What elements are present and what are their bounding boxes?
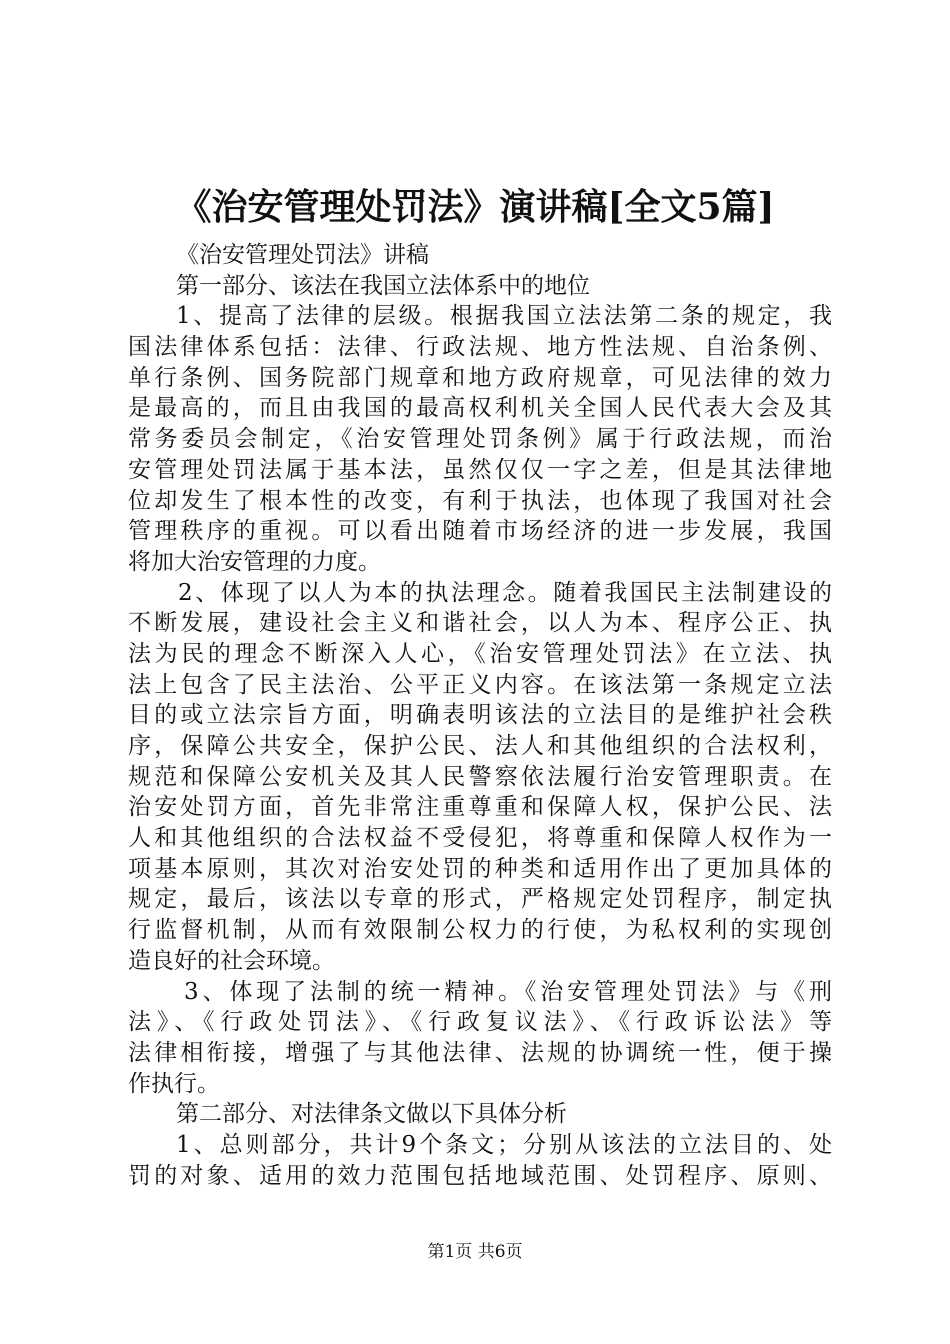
text-line: 治安处罚方面，首先非常注重尊重和保障人权，保护公民、法 bbox=[128, 794, 832, 821]
text-line: 第一部分、该法在我国立法体系中的地位 bbox=[176, 272, 590, 299]
text-line: 1、提高了法律的层级。根据我国立法法第二条的规定，我 bbox=[176, 303, 832, 330]
text-line: 法律相衔接，增强了与其他法律、法规的协调统一性，便于操 bbox=[128, 1039, 832, 1066]
text-line: 将加大治安管理的力度。 bbox=[128, 548, 381, 575]
text-line: 是最高的，而且由我国的最高权利机关全国人民代表大会及其 bbox=[128, 395, 832, 422]
text-line: 第二部分、对法律条文做以下具体分析 bbox=[176, 1101, 567, 1128]
text-line: 3、体现了法制的统一精神。《治安管理处罚法》与《刑 bbox=[184, 978, 832, 1005]
text-line: 国法律体系包括：法律、行政法规、地方性法规、自治条例、 bbox=[128, 334, 832, 361]
text-line: 规定，最后，该法以专章的形式，严格规定处罚程序，制定执 bbox=[128, 886, 832, 913]
text-line: 《治安管理处罚法》讲稿 bbox=[176, 242, 429, 268]
text-line: 1、总则部分，共计9个条文；分别从该法的立法目的、处 bbox=[176, 1131, 832, 1158]
document-title: 《治安管理处罚法》演讲稿[全文5篇] bbox=[175, 186, 775, 228]
page-footer: 第1页 共6页 bbox=[427, 1242, 523, 1262]
text-line: 作执行。 bbox=[128, 1070, 220, 1097]
text-line: 目的或立法宗旨方面，明确表明该法的立法目的是维护社会秩 bbox=[128, 702, 832, 729]
text-line: 单行条例、国务院部门规章和地方政府规章，可见法律的效力 bbox=[128, 364, 832, 391]
text-line: 常务委员会制定，《治安管理处罚条例》属于行政法规，而治 bbox=[128, 426, 832, 453]
text-line: 2、体现了以人为本的执法理念。随着我国民主法制建设的 bbox=[178, 579, 832, 606]
text-line: 法上包含了民主法治、公平正义内容。在该法第一条规定立法 bbox=[128, 671, 832, 698]
text-line: 项基本原则，其次对治安处罚的种类和适用作出了更加具体的 bbox=[128, 855, 832, 882]
text-line: 行监督机制，从而有效限制公权力的行使，为私权利的实现创 bbox=[128, 917, 832, 944]
text-line: 人和其他组织的合法权益不受侵犯，将尊重和保障人权作为一 bbox=[128, 825, 832, 852]
document-body bbox=[128, 240, 832, 1191]
text-line: 位却发生了根本性的改变，有利于执法，也体现了我国对社会 bbox=[128, 487, 832, 514]
text-line: 法》、《行政处罚法》、《行政复议法》、《行政诉讼法》等 bbox=[128, 1009, 832, 1036]
text-line: 不断发展，建设社会主义和谐社会，以人为本、程序公正、执 bbox=[128, 610, 832, 637]
text-line: 规范和保障公安机关及其人民警察依法履行治安管理职责。在 bbox=[128, 763, 832, 790]
text-line: 安管理处罚法属于基本法，虽然仅仅一字之差，但是其法律地 bbox=[128, 456, 832, 483]
text-line: 管理秩序的重视。可以看出随着市场经济的进一步发展，我国 bbox=[128, 518, 832, 545]
text-line: 法为民的理念不断深入人心，《治安管理处罚法》在立法、执 bbox=[128, 640, 832, 667]
text-line: 造良好的社会环境。 bbox=[128, 947, 335, 974]
text-line: 序，保障公共安全，保护公民、法人和其他组织的合法权利， bbox=[128, 733, 832, 759]
text-line: 罚的对象、适用的效力范围包括地域范围、处罚程序、原则、 bbox=[128, 1162, 832, 1189]
